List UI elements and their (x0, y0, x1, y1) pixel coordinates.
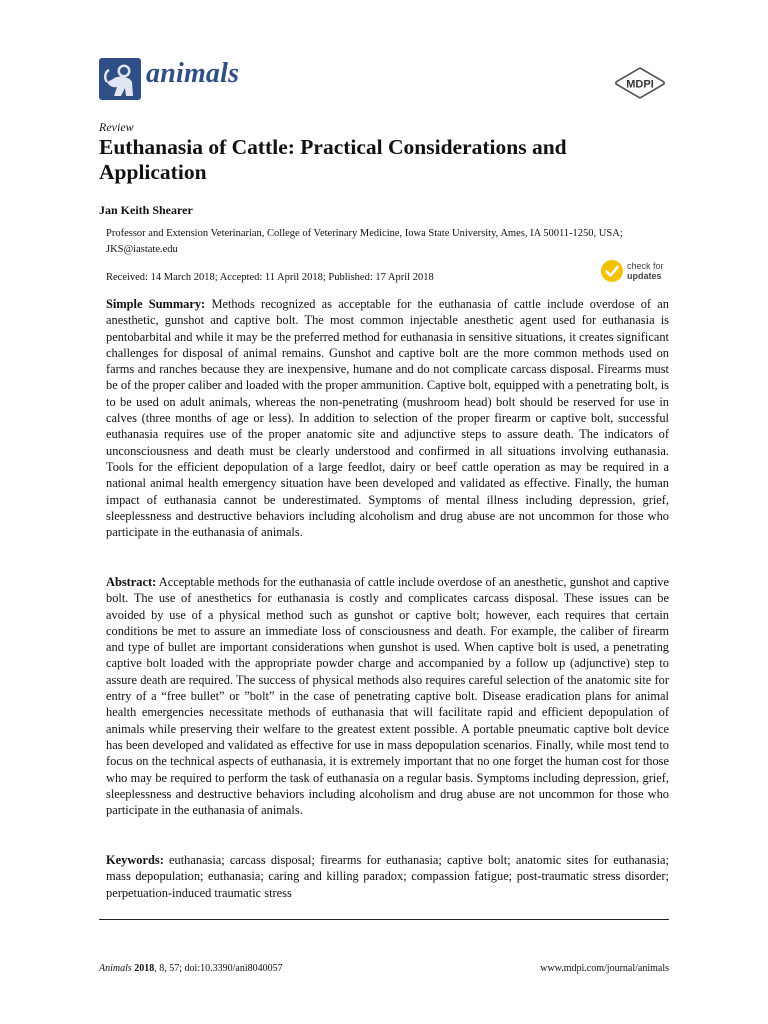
author-affiliation: Professor and Extension Veterinarian, College of Veterinary Medicine, Iowa State University, Ames, IA 50011-1250, USA; JKS@iastate.edu (106, 228, 623, 255)
publisher-name: MDPI (626, 78, 654, 91)
publication-dates: Received: 14 March 2018; Accepted: 11 April 2018; Published: 17 April 2018 (106, 272, 434, 283)
footer-year: 2018 (134, 963, 155, 974)
simple-summary (106, 296, 669, 540)
check-updates-label-bold[interactable]: updates (627, 271, 662, 281)
footer-citation (99, 963, 283, 974)
keywords-label: Keywords: (106, 853, 164, 867)
journal-name: animals (146, 58, 240, 89)
footer-divider (99, 919, 669, 920)
simple-summary-label: Simple Summary: (106, 297, 206, 311)
author-name: Jan Keith Shearer (99, 203, 193, 217)
footer-journal: Animals (99, 963, 132, 974)
keywords-text: euthanasia; carcass disposal; firearms for euthanasia; captive bolt; anatomic sites for euthanasia; mass depopulation; euthanasia; caring and killing paradox; compassion fatigue; post-traumatic stress disorder; perpetuation-induced traumatic stress (106, 853, 669, 900)
mdpi-logo-icon (612, 66, 668, 100)
article-type: Review (99, 120, 134, 134)
abstract (106, 574, 669, 818)
keywords (106, 852, 669, 901)
simple-summary-text: Methods recognized as acceptable for the euthanasia of cattle include overdose of an anesthetic, gunshot and captive bolt. The most common injectable anesthetic agent used for euthanasia is pentobarbital and while it may be the preferred method for euthanasia in sensitive situations, it creates significant challenges for disposal of animal remains. Gunshot and captive bolt are the more common methods used on farms and ranches because they are inexpensive, humane and do not complicate carcass disposal. Firearms must be of the proper caliber and loaded with the proper ammunition. Captive bolt, equipped with a penetrating bolt, is to be used on adult animals, whereas the non-penetrating (mushroom head) bolt should be reserved for use in calves (three months of age or less). In addition to selection of the proper firearm or captive bolt, successful euthanasia requires use of the proper anatomic site and adjunctive steps to assure death. The indicators of unconsciousness and death must be clearly understood and confirmed in all situations involving euthanasia. Tools for the efficient depopulation of a large feedlot, dairy or beef cattle operation as may be required in a national animal health emergency situation have been developed and validated as effective. Finally, the human impact of euthanasia cannot be underestimated. Symptoms of mental illness including depression, grief, sleeplessness and destructive behaviors including alcoholism and drug abuse are not uncommon for those who participate in the euthanasia of animals. (106, 297, 669, 540)
check-updates-label[interactable]: check for (627, 261, 664, 271)
abstract-label: Abstract: (106, 575, 157, 589)
abstract-text: Acceptable methods for the euthanasia of cattle include overdose of an anesthetic, gunshot and captive bolt. The use of anesthetics for euthanasia is costly and complicates carcass disposal. These issues can be avoided by use of a physical method such as gunshot or captive bolt; however, each requires that certain conditions be met to assure an immediate loss of consciousness and death. For example, the caliber of firearm and type of bullet are important considerations when gunshot is used. When captive bolt is used, a penetrating captive bolt loaded with the appropriate powder charge and accompanied by a follow up (adjunctive) step to assure death are required. The success of physical methods also requires careful selection of the anatomic site for entry of a “free bullet” or ”bolt” in the case of penetrating captive bolt. Disease eradication plans for animal health emergencies necessitate methods of euthanasia that will facilitate rapid and efficient depopulation of animals while preserving their welfare to the greatest extent possible. A portable pneumatic captive bolt device has been developed and validated as effective for use in mass depopulation scenarios. Finally, while most tend to focus on the technical aspects of euthanasia, it is extremely important that no one forget the human cost for those who may be required to perform the task of euthanasia on a regular basis. Symptoms including depression, grief, sleeplessness and destructive behaviors including alcoholism and drug abuse are not uncommon for those who participate in the euthanasia of animals. (106, 575, 669, 818)
footer-doi[interactable]: , 8, 57; doi:10.3390/ani8040057 (154, 963, 283, 974)
footer-journal-url[interactable]: www.mdpi.com/journal/animals (540, 963, 669, 974)
journal-logo-icon (99, 58, 141, 100)
article-title: Euthanasia of Cattle: Practical Considerations and Application (99, 135, 567, 184)
